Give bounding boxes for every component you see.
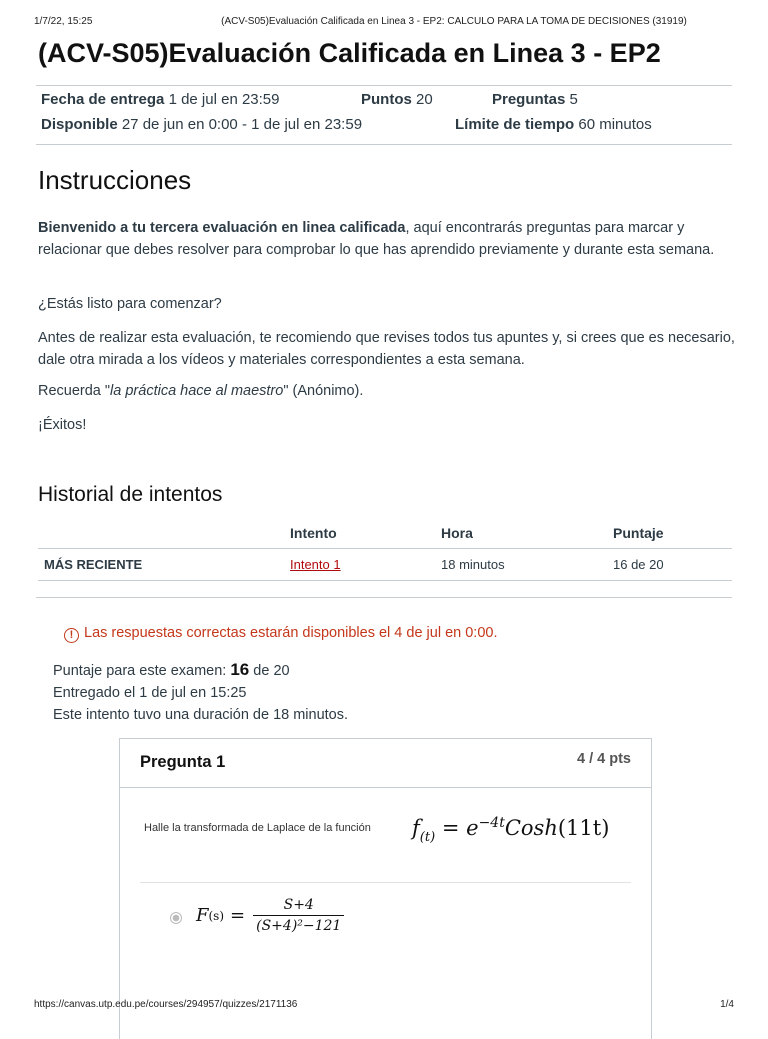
welcome-text: , aquí encontrarás preguntas para marcar y relacionar que debes resolver para comprobar lo que has aprendido previamente y durante esta semana. [38, 220, 715, 258]
due-label: Fecha de entrega [41, 91, 165, 108]
fraction-denominator: (S+4)²−121 [253, 915, 344, 934]
score-line [53, 660, 290, 680]
table-header-row [38, 518, 732, 549]
quote-text: la práctica hace al maestro [110, 383, 284, 399]
available-value: 27 de jun en 0:00 - 1 de jul en 23:59 [121, 116, 363, 133]
time-cell: 18 minutos [435, 549, 607, 581]
row-label: MÁS RECIENTE [38, 549, 284, 581]
score-label: Puntaje para este examen: [53, 663, 227, 679]
formula-arg: (t) [419, 830, 436, 845]
quiz-meta-row-1 [41, 91, 731, 113]
table-row [38, 549, 732, 581]
formula-base: e [466, 816, 479, 840]
print-footer [34, 999, 734, 1010]
divider [36, 597, 732, 598]
formula-exp: −4t [478, 815, 505, 831]
due-date [41, 91, 280, 108]
quote-suffix: " (Anónimo). [283, 383, 364, 399]
print-datetime: 1/7/22, 15:25 [34, 16, 93, 27]
answer-eq: = [230, 905, 246, 926]
time-limit-value: 60 minutos [578, 116, 652, 133]
history-heading: Historial de intentos [38, 483, 223, 506]
duration-line: Este intento tuvo una duración de 18 minutos. [53, 707, 349, 723]
points-label: Puntos [361, 91, 412, 108]
print-header [34, 16, 734, 27]
formula-cosh-arg: (11t) [557, 816, 610, 840]
formula-eq: = [441, 816, 460, 840]
answer-radio[interactable] [170, 912, 182, 924]
points-value: 20 [416, 91, 433, 108]
print-url: https://canvas.utp.edu.pe/courses/294957/quizzes/2171136 [34, 999, 298, 1010]
alert-text: Las respuestas correctas estarán disponibles el 4 de jul en 0:00. [84, 625, 498, 641]
question-prompt: Halle la transformada de Laplace de la función [144, 822, 371, 834]
instructions-paragraph-4 [38, 380, 738, 402]
score-cell: 16 de 20 [607, 549, 732, 581]
questions [492, 91, 578, 108]
question-points: 4 / 4 pts [577, 751, 631, 767]
score-total: de 20 [253, 663, 290, 679]
quiz-meta-row-2 [41, 116, 731, 138]
questions-value: 5 [569, 91, 578, 108]
column-header: Hora [435, 518, 607, 549]
time-limit [455, 116, 652, 133]
score-value: 16 [230, 660, 250, 679]
instructions-paragraph-5: ¡Éxitos! [38, 417, 87, 433]
availability [41, 116, 362, 133]
column-header: Intento [284, 518, 435, 549]
answer-option [196, 897, 344, 934]
submitted-line: Entregado el 1 de jul en 15:25 [53, 685, 247, 701]
answer-F: F [196, 905, 209, 926]
warning-circle-icon: ! [64, 628, 79, 643]
question-divider [140, 882, 631, 883]
welcome-bold-text: Bienvenido a tu tercera evaluación en linea calificada [38, 220, 406, 236]
due-value: 1 de jul en 23:59 [168, 91, 280, 108]
available-label: Disponible [41, 116, 118, 133]
questions-label: Preguntas [492, 91, 566, 108]
question-card [119, 738, 652, 1039]
question-header [120, 739, 651, 788]
print-title: (ACV-S05)Evaluación Calificada en Linea 3 - EP2: CALCULO PARA LA TOMA DE DECISIONES (31919) [221, 16, 687, 27]
page-title: (ACV-S05)Evaluación Calificada en Linea 3 - EP2 [38, 38, 661, 68]
attempt-link[interactable]: Intento 1 [290, 557, 341, 572]
attempts-table [38, 518, 732, 581]
attempt-cell [284, 549, 435, 581]
instructions-paragraph-3: Antes de realizar esta evaluación, te recomiendo que revises todos tus apuntes y, si crees que es necesario, dale otra mirada a los vídeos y materiales correspondientes a esta semana. [38, 330, 735, 368]
print-page-number: 1/4 [720, 999, 734, 1010]
formula-cosh: Cosh [504, 816, 558, 840]
points [361, 91, 433, 108]
fraction-numerator: S+4 [283, 897, 314, 913]
instructions-paragraph-1 [38, 217, 738, 261]
time-limit-label: Límite de tiempo [455, 116, 575, 133]
instructions-heading: Instrucciones [38, 165, 192, 195]
function-formula [412, 815, 609, 845]
answer-arg: (s) [208, 908, 225, 923]
formula-f: f [412, 816, 420, 840]
question-title: Pregunta 1 [140, 753, 226, 771]
divider [36, 144, 732, 145]
column-header: Puntaje [607, 518, 732, 549]
instructions-paragraph-2: ¿Estás listo para comenzar? [38, 296, 222, 312]
quote-prefix: Recuerda " [38, 383, 111, 399]
column-header [38, 518, 284, 549]
answer-fraction [253, 897, 344, 934]
divider [36, 85, 732, 86]
correct-answers-alert [64, 625, 498, 643]
